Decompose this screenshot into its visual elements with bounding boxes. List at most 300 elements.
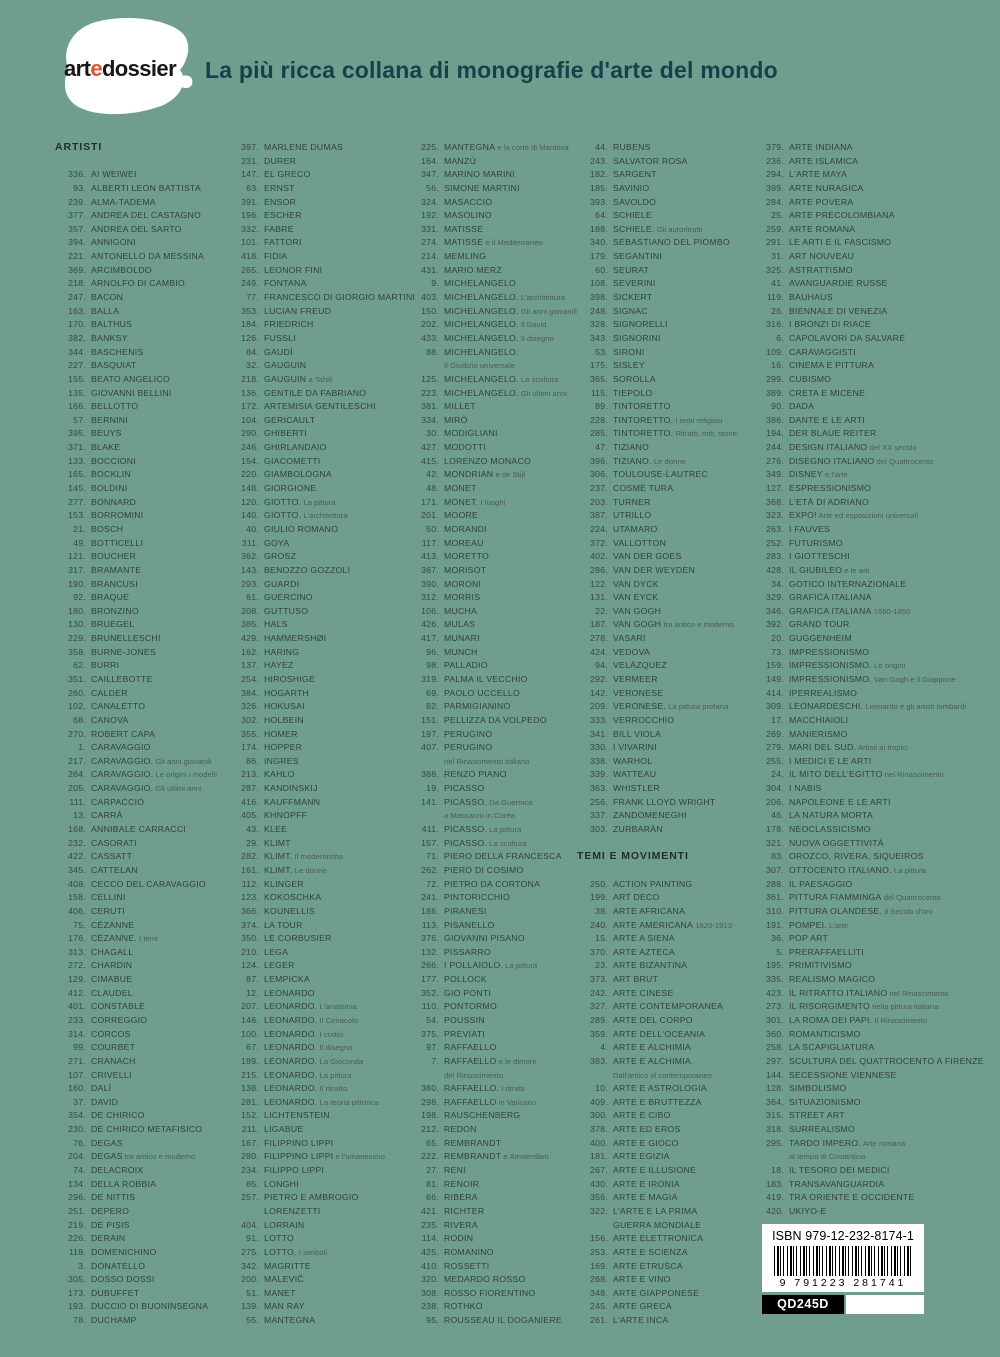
catalog-entry — [408, 1137, 578, 1151]
entry-title: VAN DER GOES — [613, 551, 682, 562]
entry-title: VERROCCHIO — [613, 714, 675, 725]
entry-subtitle: L'arte — [826, 920, 849, 930]
entry-number: 126. — [241, 332, 259, 343]
catalog-entry — [577, 387, 755, 401]
entry-title: ZANDOMENEGHI — [613, 810, 687, 821]
catalog-entry — [408, 1178, 578, 1192]
entry-number: 374. — [241, 919, 259, 930]
entry-title: MONET — [444, 483, 477, 494]
entry-title: FIDIA — [264, 251, 288, 262]
entry-number: 373. — [590, 974, 608, 985]
catalog-entry — [228, 823, 408, 837]
entry-title: KLIMT. — [264, 851, 293, 862]
catalog-entry — [577, 1150, 755, 1164]
catalog-entry — [577, 1273, 755, 1287]
entry-title: HIROSHIGE — [264, 673, 316, 684]
entry-title: ARTE ROMANA — [789, 223, 856, 234]
catalog-entry — [577, 550, 755, 564]
catalog-entry — [408, 1164, 578, 1178]
entry-title: UKIYO-E — [789, 1205, 827, 1216]
entry-title: ARTE DELL'OCEANIA — [613, 1028, 706, 1039]
entry-title: SURREALISMO — [789, 1124, 855, 1135]
entry-number: 424. — [590, 646, 608, 657]
catalog-entry — [55, 537, 230, 551]
entry-title: TIZIANO. — [613, 455, 652, 466]
entry-number: 430. — [590, 1178, 608, 1189]
catalog-entry — [55, 1178, 230, 1192]
entry-subtitle: La pittura — [301, 497, 336, 507]
entry-number: 201. — [421, 510, 439, 521]
catalog-entry — [408, 496, 578, 510]
entry-number: 246. — [241, 442, 259, 453]
entry-title: ARTE ED EROS — [613, 1124, 681, 1135]
entry-title: EL GRECO — [264, 169, 311, 180]
entry-number: 260. — [68, 687, 86, 698]
catalog-entry — [577, 591, 755, 605]
catalog-entry — [228, 223, 408, 237]
catalog-entry — [577, 427, 755, 441]
entry-title: FILIPPINO LIPPI — [264, 1151, 334, 1162]
entry-number: 89. — [595, 401, 608, 412]
catalog-entry — [408, 687, 578, 701]
entry-title: ARTE E ASTROLOGIA — [613, 1083, 707, 1094]
entry-subtitle: La pittura — [487, 825, 522, 835]
entry-title: MUNARI — [444, 633, 480, 644]
logo-dossier: dossier — [101, 56, 177, 81]
entry-number: 369. — [68, 264, 86, 275]
catalog-entry — [55, 1219, 230, 1233]
entry-number: 271. — [68, 1055, 86, 1066]
catalog-entry — [228, 837, 408, 851]
entry-number: 283. — [766, 551, 784, 562]
entry-number: 132. — [421, 946, 439, 957]
entry-subtitle: Il Giudizio universale — [444, 361, 515, 371]
entry-number: 114. — [421, 1233, 439, 1244]
entry-number: 60. — [595, 264, 608, 275]
entry-subtitle: Van Gogh e il Giappone — [871, 674, 956, 684]
entry-subtitle: La pittura — [317, 1070, 352, 1080]
catalog-entry — [408, 946, 578, 960]
entry-number: 108. — [590, 278, 608, 289]
catalog-entry — [55, 1164, 230, 1178]
entry-title: LOTTO — [264, 1233, 295, 1244]
entry-title: CONSTABLE — [91, 1001, 146, 1012]
entry-number: 331. — [421, 223, 439, 234]
catalog-entry — [408, 1232, 578, 1246]
entry-title: CARAVAGGIO. — [91, 755, 154, 766]
entry-title: ARNOLFO DI CAMBIO — [91, 278, 186, 289]
catalog-entry — [753, 1055, 993, 1069]
entry-number: 75. — [73, 919, 86, 930]
entry-number: 109. — [766, 346, 784, 357]
catalog-entry — [753, 741, 993, 755]
entry-number: 73. — [771, 646, 784, 657]
entry-number: 156. — [590, 1233, 608, 1244]
catalog-entry — [228, 455, 408, 469]
entry-title: ROUSSEAU IL DOGANIERE — [444, 1315, 562, 1326]
catalog-entry — [408, 1096, 578, 1110]
entry-title: DEGAS — [91, 1137, 123, 1148]
entry-title: ANTONELLO DA MESSINA — [91, 251, 204, 262]
entry-number: 320. — [421, 1274, 439, 1285]
entry-number: 212. — [421, 1124, 439, 1135]
barcode — [774, 1246, 912, 1276]
entry-subtitle: a Tahiti — [306, 374, 333, 384]
entry-number: 214. — [421, 251, 439, 262]
entry-number: 145. — [68, 483, 86, 494]
entry-subtitle: La pittura profana — [665, 702, 729, 712]
entry-number: 413. — [421, 551, 439, 562]
entry-title: BOLDINI — [91, 483, 128, 494]
entry-title: DAVID — [91, 1096, 119, 1107]
catalog-entry — [753, 400, 993, 414]
entry-title: PICASSO. — [444, 796, 488, 807]
catalog-entry — [577, 959, 755, 973]
entry-subtitle: La scultura — [518, 374, 559, 384]
entry-number: 226. — [68, 1233, 86, 1244]
catalog-entry — [228, 318, 408, 332]
entry-number: 381. — [421, 401, 439, 412]
catalog-entry — [753, 318, 993, 332]
entry-number: 85. — [246, 1178, 259, 1189]
catalog-entry — [753, 182, 993, 196]
entry-number: 297. — [766, 1055, 784, 1066]
entry-title: TINTORETTO. — [613, 414, 674, 425]
entry-number: 254. — [241, 673, 259, 684]
entry-title: LA ROMA DEI PAPI. — [789, 1015, 873, 1025]
catalog-entry — [753, 932, 993, 946]
entry-subtitle: I codici — [317, 1029, 344, 1039]
catalog-entry — [753, 755, 993, 769]
entry-number: 163. — [68, 305, 86, 316]
entry-title: PIRANESI — [444, 905, 487, 916]
entry-title: IL MITO DELL'EGITTO — [789, 769, 883, 780]
entry-number: 348. — [590, 1287, 608, 1298]
entry-number: 78. — [73, 1315, 86, 1326]
catalog-entry — [408, 1314, 578, 1328]
entry-number: 385. — [241, 619, 259, 630]
entry-number: 133. — [68, 455, 86, 466]
catalog-entry — [753, 482, 993, 496]
catalog-entry — [753, 687, 993, 701]
entry-number: 386. — [766, 414, 784, 425]
catalog-entry — [228, 1178, 408, 1192]
entry-number: 65. — [426, 1137, 439, 1148]
entry-title: ARTE E ALCHIMIA. — [613, 1055, 694, 1066]
entry-title: PAOLO UCCELLO — [444, 687, 520, 698]
entry-number: 354. — [68, 1110, 86, 1121]
entry-subtitle: nella pittura italiana — [869, 1002, 939, 1012]
entry-title: TINTORETTO — [613, 401, 671, 412]
entry-subtitle: Gli ultimi anni — [518, 388, 567, 398]
logo-e: e — [90, 56, 102, 81]
catalog-entry — [753, 1137, 993, 1151]
catalog-entry — [55, 1055, 230, 1069]
entry-subtitle: tra antico e moderno — [661, 620, 734, 630]
catalog-entry — [55, 850, 230, 864]
catalog-entry — [753, 496, 993, 510]
catalog-entry — [753, 291, 993, 305]
entry-number: 146. — [241, 1015, 259, 1025]
entry-number: 380. — [421, 1083, 439, 1094]
entry-title: ALBERTI LEON BATTISTA — [91, 182, 202, 193]
entry-number: 245. — [590, 1301, 608, 1312]
entry-title: INGRES — [264, 755, 299, 766]
entry-number: 358. — [68, 646, 86, 657]
entry-number: 130. — [68, 619, 86, 630]
entry-number: 294. — [766, 169, 784, 180]
entry-number: 314. — [68, 1028, 86, 1039]
entry-number: 153. — [68, 510, 86, 521]
entry-number: 299. — [766, 373, 784, 384]
catalog-entry — [577, 919, 755, 933]
entry-number: 26. — [771, 305, 784, 316]
entry-subtitle: nel Rinascimento italiano — [444, 756, 530, 766]
entry-number: 191. — [766, 919, 784, 930]
entry-number: 44. — [595, 142, 608, 152]
entry-subtitle: L'anatomia — [317, 1002, 357, 1012]
section-heading: TEMI E MOVIMENTI — [577, 850, 689, 863]
entry-number: 232. — [68, 837, 86, 848]
entry-title: GOYA — [264, 537, 290, 548]
entry-number: 307. — [766, 864, 784, 875]
entry-title: FRANK LLOYD WRIGHT — [613, 796, 716, 807]
entry-number: 48. — [426, 483, 439, 494]
catalog-entry — [228, 359, 408, 373]
entry-number: 107. — [68, 1069, 86, 1080]
entry-title: MODIGLIANI — [444, 428, 498, 439]
catalog-entry — [753, 782, 993, 796]
catalog-entry — [55, 496, 230, 510]
entry-title: ARTE ISLAMICA — [789, 155, 859, 166]
entry-title: DALÍ — [91, 1083, 112, 1094]
entry-number: 1. — [78, 742, 86, 753]
entry-number: 304. — [766, 783, 784, 794]
entry-title: REMBRANDT — [444, 1151, 502, 1162]
entry-number: 87. — [246, 974, 259, 985]
entry-title: CARAVAGGIO — [91, 742, 151, 753]
entry-title: REDON — [444, 1124, 477, 1135]
catalog-entry — [228, 387, 408, 401]
entry-title: SOROLLA — [613, 373, 656, 384]
catalog-entry — [577, 496, 755, 510]
entry-number: 195. — [766, 960, 784, 971]
catalog-entry — [753, 987, 993, 1001]
entry-number: 387. — [590, 510, 608, 521]
entry-number: 119. — [766, 292, 784, 303]
catalog-entry — [408, 932, 578, 946]
entry-title: MILLET — [444, 401, 476, 412]
entry-number: 346. — [766, 605, 784, 616]
catalog-entry — [55, 987, 230, 1001]
entry-title: GIAMBOLOGNA — [264, 469, 332, 480]
catalog-entry — [228, 182, 408, 196]
entry-number: 240. — [590, 919, 608, 930]
catalog-entry — [228, 932, 408, 946]
catalog-entry — [228, 291, 416, 305]
entry-title: DERAIN — [91, 1233, 126, 1244]
catalog-entry — [228, 728, 408, 742]
entry-title: IL RISORGIMENTO — [789, 1001, 870, 1012]
catalog-entry — [577, 905, 755, 919]
entry-title: ARCIMBOLDO — [91, 264, 152, 275]
entry-title: WHISTLER — [613, 783, 660, 794]
entry-title: MONET. — [444, 496, 479, 507]
entry-title: POP ART — [789, 933, 829, 944]
entry-title: DADA — [789, 401, 815, 412]
catalog-entry — [577, 359, 755, 373]
catalog-entry — [228, 414, 408, 428]
catalog-entry — [753, 618, 993, 632]
entry-number: 101. — [241, 237, 259, 248]
catalog-entry — [55, 741, 230, 755]
entry-subtitle: La pittura — [891, 865, 926, 875]
entry-title: CORREGGIO — [91, 1015, 148, 1025]
entry-subtitle: in Vaticano — [496, 1097, 537, 1107]
entry-title: MOORE — [444, 510, 479, 521]
entry-title: LE CORBUSIER — [264, 933, 332, 944]
catalog-entry — [228, 1219, 408, 1233]
entry-number: 196. — [241, 210, 259, 221]
entry-number: 404. — [241, 1219, 259, 1230]
catalog-entry — [408, 332, 578, 346]
entry-title: LA SCAPIGLIATURA — [789, 1042, 875, 1053]
catalog-entry — [55, 1028, 230, 1042]
catalog-entry — [753, 1096, 993, 1110]
entry-number: 368. — [766, 496, 784, 507]
entry-title: ANDREA DEL SARTO — [91, 223, 182, 234]
catalog-entry — [753, 264, 993, 278]
catalog-entry — [577, 782, 755, 796]
entry-number: 295. — [766, 1137, 784, 1148]
entry-title: PICASSO — [444, 783, 485, 794]
entry-title: MANET — [264, 1287, 296, 1298]
entry-subtitle: e l'arte — [822, 470, 848, 480]
entry-number: 166. — [68, 401, 86, 412]
entry-number: 412. — [68, 987, 86, 998]
entry-title: I MEDICI E LE ARTI — [789, 755, 872, 766]
entry-title: GIOTTO. — [264, 496, 302, 507]
entry-number: 18. — [771, 1165, 784, 1176]
catalog-entry — [408, 250, 578, 264]
entry-title: OTTOCENTO ITALIANO. — [789, 864, 892, 875]
entry-title: L'ARTE INCA — [613, 1315, 669, 1326]
catalog-entry — [577, 168, 755, 182]
entry-title: MEMLING — [444, 251, 487, 262]
entry-title: PICASSO. — [444, 824, 488, 835]
entry-title: MARI DEL SUD. — [789, 742, 857, 753]
entry-title: FILIPPO LIPPI — [264, 1165, 325, 1176]
catalog-entry — [753, 646, 993, 660]
catalog-entry — [55, 564, 230, 578]
entry-number: 38. — [595, 905, 608, 916]
entry-number: 56. — [426, 182, 439, 193]
entry-number: 47. — [595, 442, 608, 453]
entry-title: LEONARDO. — [264, 1096, 318, 1107]
catalog-entry — [408, 632, 578, 646]
catalog-entry — [577, 1000, 755, 1014]
catalog-entry — [55, 223, 230, 237]
entry-title: DELACROIX — [91, 1165, 144, 1176]
entry-title: CORCOS — [91, 1028, 131, 1039]
catalog-entry — [228, 441, 408, 455]
entry-number: 10. — [595, 1083, 608, 1094]
catalog-column — [55, 141, 230, 1328]
entry-title: GENTILE DA FABRIANO — [264, 387, 367, 398]
entry-title: NEOCLASSICISMO — [789, 824, 871, 835]
catalog-entry — [55, 1205, 230, 1219]
entry-title: KLEE — [264, 824, 288, 835]
entry-title: ASTRATTISMO — [789, 264, 853, 275]
catalog-entry — [55, 264, 230, 278]
catalog-entry — [753, 632, 993, 646]
catalog-entry — [55, 1137, 230, 1151]
entry-title: TRA ORIENTE E OCCIDENTE — [789, 1192, 915, 1203]
entry-number: 338. — [590, 755, 608, 766]
catalog-entry — [408, 905, 578, 919]
entry-title: DANTE E LE ARTI — [789, 414, 866, 425]
entry-number: 397. — [241, 142, 259, 152]
entry-number: 175. — [590, 360, 608, 371]
catalog-entry — [577, 155, 755, 169]
entry-subtitle: Gli ultimi anni — [153, 784, 202, 794]
entry-number: 218. — [241, 373, 259, 384]
entry-title: I VIVARINI — [613, 742, 657, 753]
catalog-entry — [55, 1287, 230, 1301]
catalog-entry — [55, 919, 230, 933]
entry-title: GIOVANNI BELLINI — [91, 387, 172, 398]
catalog-entry — [228, 1069, 408, 1083]
entry-title: TURNER — [613, 496, 651, 507]
catalog-entry — [753, 346, 993, 360]
catalog-entry — [55, 809, 230, 823]
entry-number: 197. — [421, 728, 439, 739]
entry-number: 308. — [421, 1287, 439, 1298]
catalog-entry — [55, 728, 230, 742]
entry-title: ROBERT CAPA — [91, 728, 156, 739]
catalog-entry — [228, 427, 408, 441]
entry-number: 321. — [766, 837, 784, 848]
entry-number: 420. — [766, 1205, 784, 1216]
entry-title: WARHOL — [613, 755, 653, 766]
entry-title: PIETRO E AMBROGIO — [264, 1192, 359, 1203]
entry-number: 112. — [241, 878, 259, 889]
entry-number: 231. — [241, 155, 259, 166]
entry-title: BALTHUS — [91, 319, 133, 330]
entry-number: 55. — [246, 1315, 259, 1326]
entry-number: 291. — [766, 237, 784, 248]
entry-number: 12. — [246, 987, 259, 998]
catalog-entry — [228, 878, 408, 892]
entry-number: 94. — [595, 660, 608, 671]
catalog-entry — [577, 1055, 755, 1069]
entry-number: 37. — [73, 1096, 86, 1107]
catalog-entry — [408, 277, 578, 291]
entry-number: 417. — [421, 633, 439, 644]
catalog-entry — [753, 837, 993, 851]
entry-number: 382. — [68, 332, 86, 343]
entry-number: 284. — [766, 196, 784, 207]
entry-title: GIACOMETTI — [264, 455, 321, 466]
entry-number: 262. — [421, 864, 439, 875]
entry-number: 409. — [590, 1096, 608, 1107]
entry-title: MICHELANGELO. — [444, 332, 519, 343]
entry-number: 325. — [766, 264, 784, 275]
catalog-entry — [753, 168, 993, 182]
catalog-entry — [228, 400, 408, 414]
entry-number: 275. — [241, 1246, 259, 1257]
catalog-entry — [577, 768, 755, 782]
